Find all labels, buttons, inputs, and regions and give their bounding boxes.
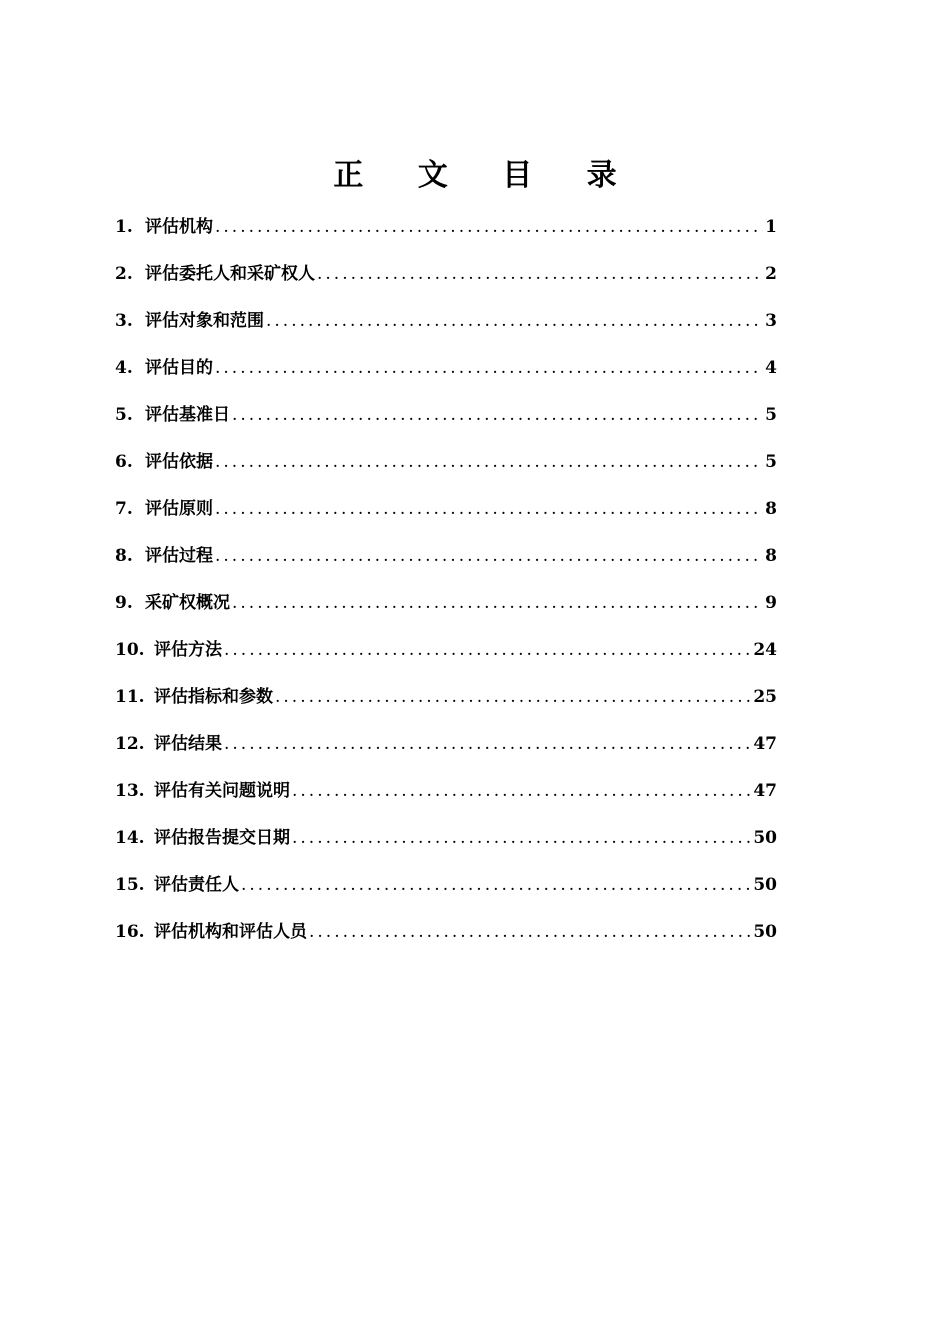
toc-entry-12[interactable] (115, 729, 777, 776)
toc-number: 15. (115, 875, 145, 895)
toc-page-number: 5 (765, 405, 777, 425)
toc-entry-16[interactable] (115, 917, 777, 964)
toc-page-number: 4 (765, 358, 777, 378)
toc-leader (275, 687, 751, 707)
toc-label: 评估指标和参数 (154, 687, 273, 707)
toc-number: 1. (115, 217, 133, 237)
toc-entry-11[interactable] (115, 682, 777, 729)
toc-leader (215, 546, 763, 566)
toc-leader (317, 264, 763, 284)
toc-page-number: 50 (753, 922, 777, 942)
toc-leader (224, 640, 751, 660)
toc-leader (215, 452, 763, 472)
toc-page-number: 47 (753, 734, 777, 754)
toc-leader (232, 593, 763, 613)
toc-entry-8[interactable] (115, 541, 777, 588)
toc-leader (309, 922, 751, 942)
toc-label: 评估机构和评估人员 (154, 922, 307, 942)
toc-page-number: 8 (765, 499, 777, 519)
toc-leader (215, 499, 763, 519)
toc-entry-9[interactable] (115, 588, 777, 635)
toc-number: 12. (115, 734, 145, 754)
toc-leader (224, 734, 751, 754)
toc-entry-7[interactable] (115, 494, 777, 541)
toc-entry-13[interactable] (115, 776, 777, 823)
toc-label: 评估对象和范围 (145, 311, 264, 331)
toc-entry-2[interactable] (115, 259, 777, 306)
toc-label: 评估机构 (145, 217, 213, 237)
toc-entry-10[interactable] (115, 635, 777, 682)
toc-page-number: 3 (765, 311, 777, 331)
toc-leader (266, 311, 763, 331)
toc-entry-5[interactable] (115, 400, 777, 447)
toc-number: 7. (115, 499, 133, 519)
toc-entry-3[interactable] (115, 306, 777, 353)
toc-label: 评估基准日 (145, 405, 230, 425)
toc-page-number: 50 (753, 828, 777, 848)
toc-label: 采矿权概况 (145, 593, 230, 613)
toc-number: 4. (115, 358, 133, 378)
toc-number: 10. (115, 640, 145, 660)
toc-label: 评估责任人 (154, 875, 239, 895)
toc-number: 14. (115, 828, 145, 848)
toc-label: 评估报告提交日期 (154, 828, 290, 848)
toc-page-number: 1 (765, 217, 777, 237)
toc-page-number: 25 (753, 687, 777, 707)
toc-label: 评估原则 (145, 499, 213, 519)
table-of-contents (115, 212, 777, 964)
toc-page-number: 8 (765, 546, 777, 566)
toc-entry-14[interactable] (115, 823, 777, 870)
toc-number: 16. (115, 922, 145, 942)
toc-leader (215, 217, 763, 237)
toc-label: 评估过程 (145, 546, 213, 566)
toc-page-number: 50 (753, 875, 777, 895)
toc-label: 评估委托人和采矿权人 (145, 264, 315, 284)
toc-label: 评估结果 (154, 734, 222, 754)
toc-label: 评估有关问题说明 (154, 781, 290, 801)
toc-entry-1[interactable] (115, 212, 777, 259)
toc-label: 评估方法 (154, 640, 222, 660)
toc-label: 评估依据 (145, 452, 213, 472)
toc-leader (232, 405, 763, 425)
toc-number: 2. (115, 264, 133, 284)
page-title: 正 文 目 录 (333, 158, 639, 193)
toc-number: 9. (115, 593, 133, 613)
toc-number: 8. (115, 546, 133, 566)
toc-leader (292, 781, 751, 801)
toc-entry-15[interactable] (115, 870, 777, 917)
toc-leader (241, 875, 751, 895)
toc-number: 3. (115, 311, 133, 331)
toc-number: 11. (115, 687, 145, 707)
toc-page-number: 9 (765, 593, 777, 613)
toc-page-number: 47 (753, 781, 777, 801)
toc-page-number: 5 (765, 452, 777, 472)
toc-number: 6. (115, 452, 133, 472)
toc-number: 13. (115, 781, 145, 801)
toc-leader (215, 358, 763, 378)
toc-page-number: 2 (765, 264, 777, 284)
toc-leader (292, 828, 751, 848)
toc-entry-4[interactable] (115, 353, 777, 400)
toc-entry-6[interactable] (115, 447, 777, 494)
toc-label: 评估目的 (145, 358, 213, 378)
toc-number: 5. (115, 405, 133, 425)
toc-page-number: 24 (753, 640, 777, 660)
